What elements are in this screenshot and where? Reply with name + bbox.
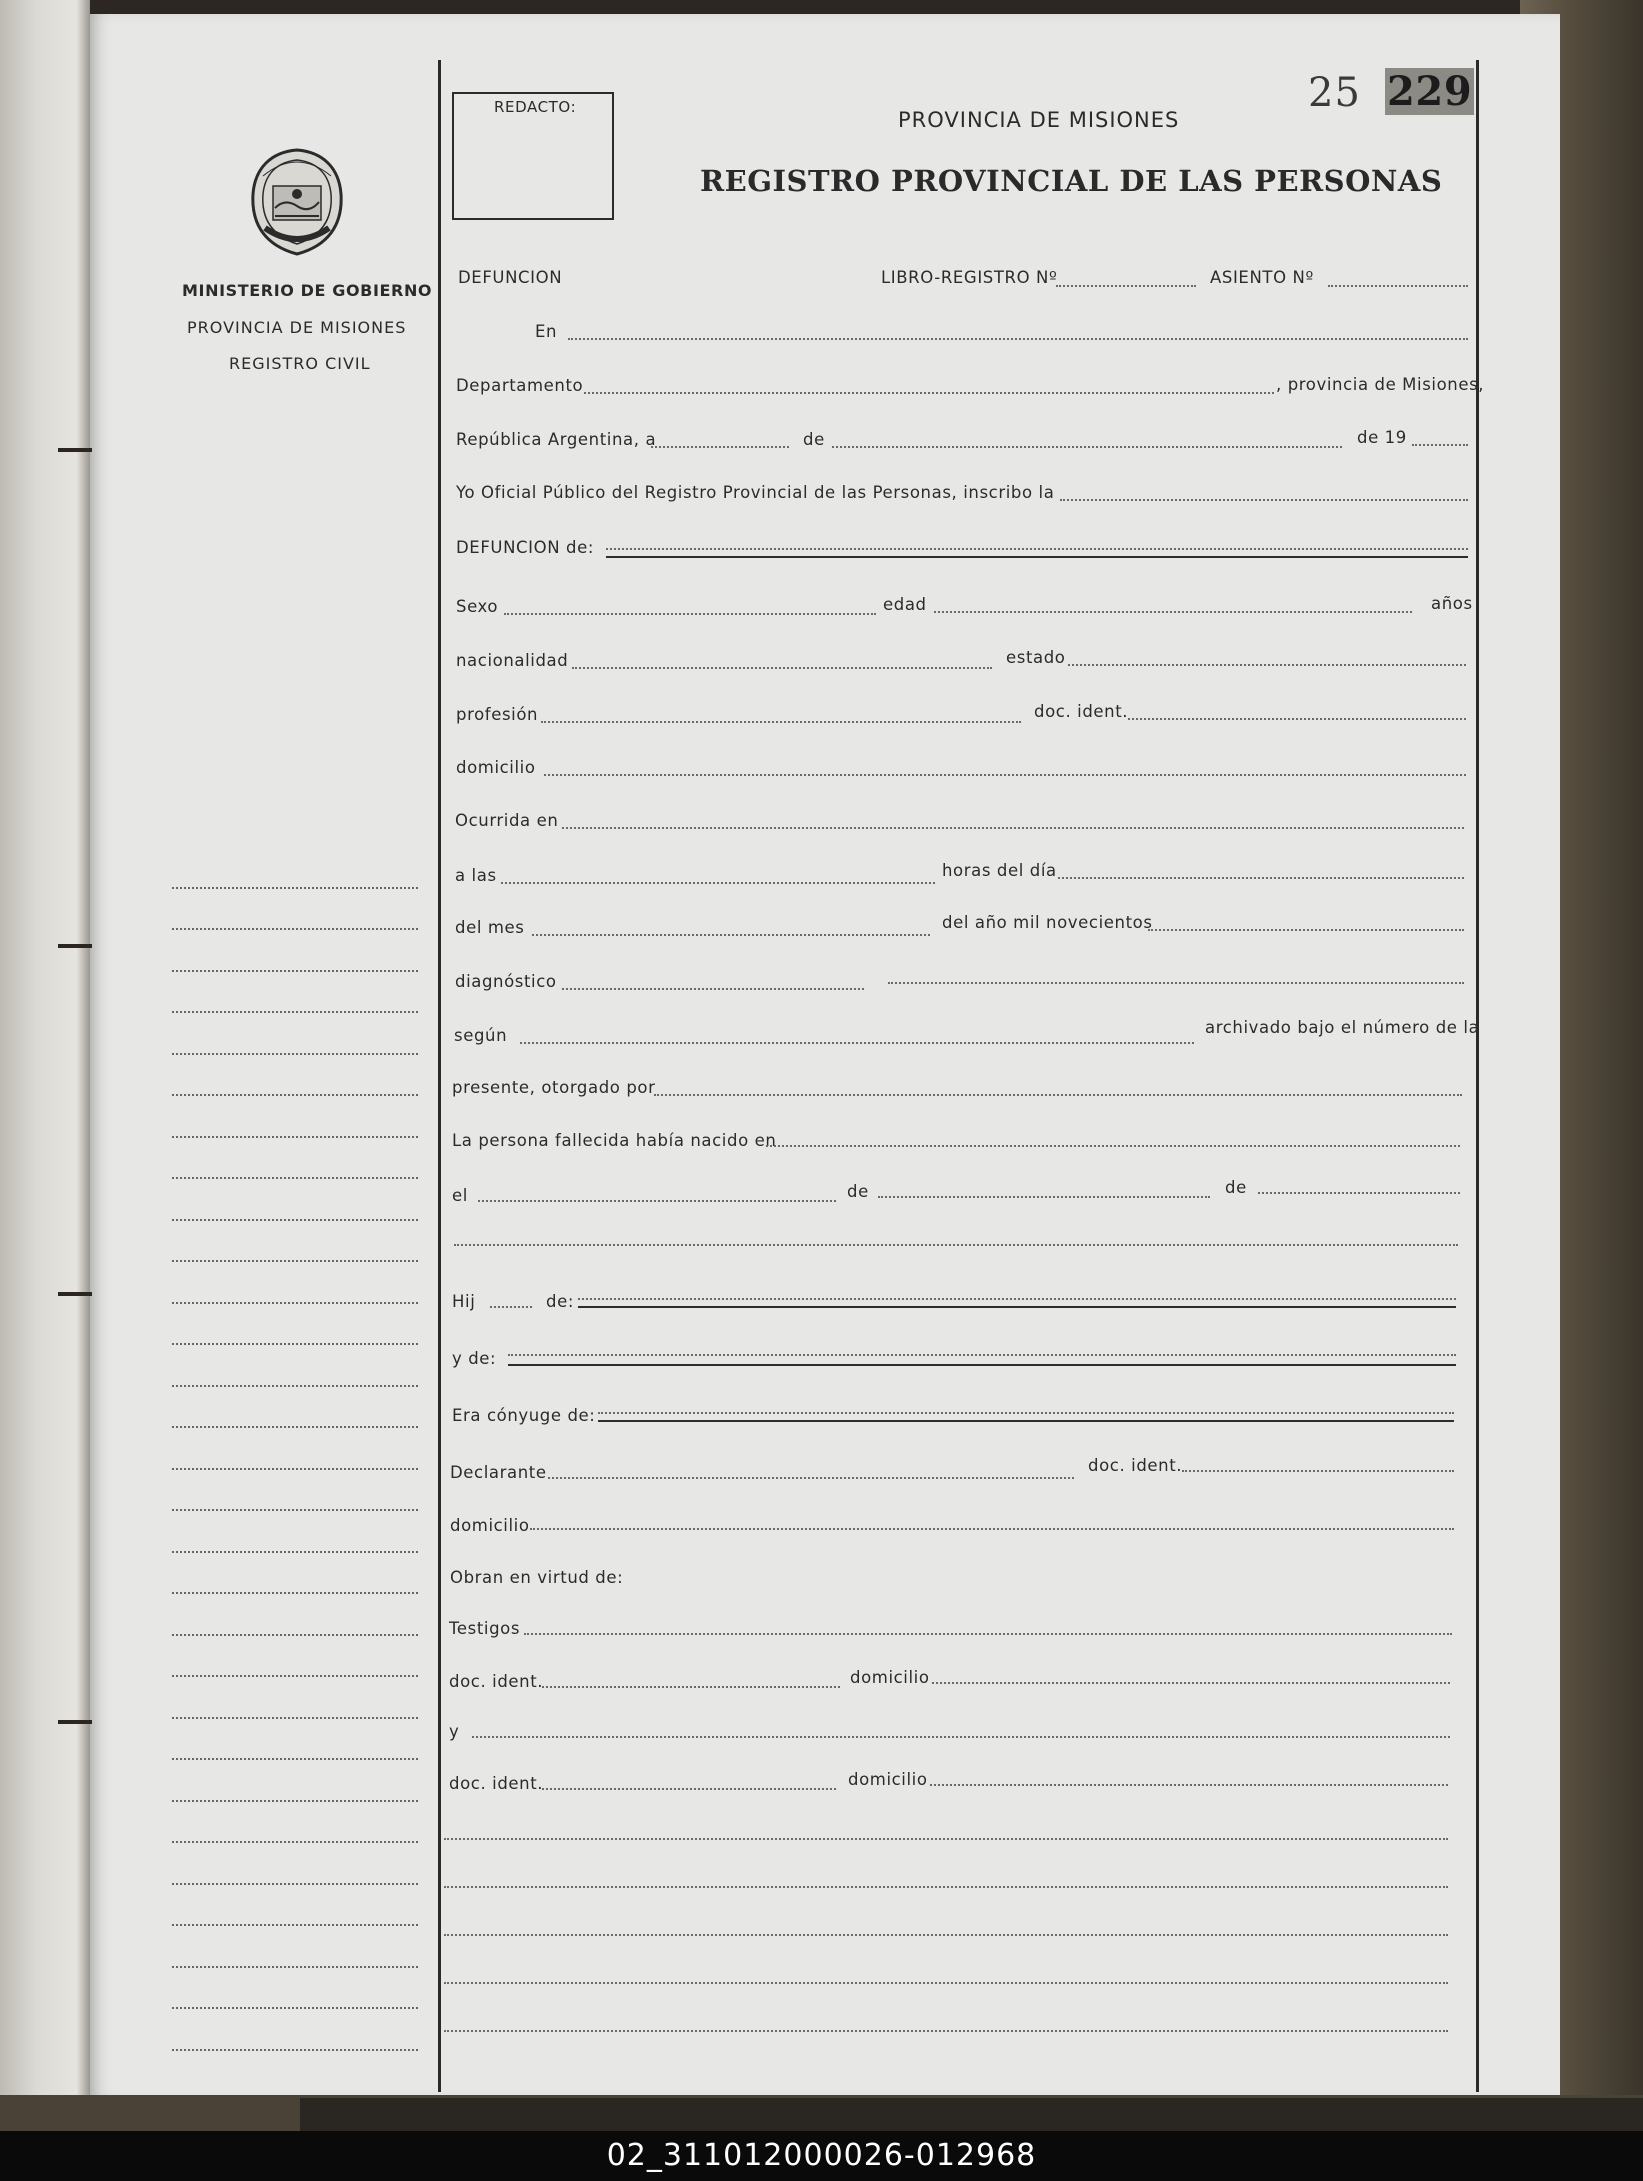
hij-de-label: de: — [546, 1292, 574, 1311]
margin-line — [172, 1966, 418, 1968]
margin-line — [172, 1343, 418, 1345]
margin-line — [172, 1717, 418, 1719]
margin-line — [172, 1385, 418, 1387]
margin-line — [172, 1011, 418, 1013]
month-field[interactable] — [832, 446, 1342, 448]
del-ano-field[interactable] — [1148, 929, 1464, 931]
image-caption: 02_311012000026-012968 — [0, 2131, 1643, 2181]
margin-line — [172, 1634, 418, 1636]
archivado-text: archivado bajo el número de la — [1205, 1018, 1480, 1037]
ocurrida-en-label: Ocurrida en — [455, 811, 559, 830]
mother-name-field[interactable] — [508, 1364, 1456, 1366]
margin-line — [172, 1094, 418, 1096]
del-mes-label: del mes — [455, 918, 525, 937]
year-field[interactable] — [1412, 444, 1468, 446]
margin-line — [172, 2049, 418, 2051]
de-19-label: de 19 — [1357, 428, 1407, 447]
ministry-registry: REGISTRO CIVIL — [229, 354, 371, 373]
margin-line — [172, 1302, 418, 1304]
page-number: 25 — [1308, 70, 1361, 116]
notes-line[interactable] — [444, 1838, 1448, 1840]
birth-month-field[interactable] — [878, 1196, 1210, 1198]
sexo-field[interactable] — [504, 613, 876, 615]
notes-line[interactable] — [444, 1886, 1448, 1888]
conyuge-name-field[interactable] — [598, 1420, 1454, 1422]
registry-title: REGISTRO PROVINCIAL DE LAS PERSONAS — [700, 164, 1443, 198]
father-name-field[interactable] — [578, 1306, 1456, 1308]
binding-hole — [58, 944, 92, 948]
a-las-label: a las — [455, 866, 497, 885]
asiento-label: ASIENTO Nº — [1210, 268, 1314, 287]
era-conyuge-label: Era cónyuge de: — [452, 1406, 596, 1425]
nacionalidad-field[interactable] — [572, 667, 992, 669]
doc-ident-field-2[interactable] — [1182, 1470, 1454, 1472]
diagnostico-field-2[interactable] — [888, 982, 1464, 984]
republica-label: República Argentina, a — [456, 430, 657, 449]
en-label: En — [535, 322, 558, 341]
binding-hole — [58, 448, 92, 452]
profesion-field[interactable] — [541, 721, 1021, 723]
edad-label: edad — [883, 595, 927, 614]
de-label-3: de — [1225, 1178, 1247, 1197]
mother-name-dotted — [508, 1354, 1456, 1356]
margin-line — [172, 1675, 418, 1677]
segun-field[interactable] — [520, 1042, 1194, 1044]
de-label-2: de — [847, 1182, 869, 1201]
horas-del-dia-field[interactable] — [1058, 877, 1464, 879]
doc-ident-label-3: doc. ident. — [449, 1672, 544, 1691]
persona-fallecida-label: La persona fallecida había nacido en — [452, 1131, 777, 1150]
redacto-label: REDACTO: — [494, 98, 577, 116]
nacionalidad-label: nacionalidad — [456, 651, 569, 670]
provincia-misiones-text: , provincia de Misiones, — [1276, 375, 1485, 394]
continuation-line[interactable] — [454, 1244, 1458, 1246]
ministry-province: PROVINCIA DE MISIONES — [187, 318, 407, 337]
y-de-label: y de: — [452, 1349, 497, 1368]
margin-line — [172, 1509, 418, 1511]
diagnostico-field[interactable] — [562, 988, 864, 990]
deceased-name-field[interactable] — [606, 556, 1468, 558]
birth-day-field[interactable] — [478, 1200, 836, 1202]
doc-ident-field-4[interactable] — [542, 1788, 836, 1790]
hij-label: Hij — [452, 1292, 476, 1311]
margin-line — [172, 1592, 418, 1594]
defuncion-de-label: DEFUNCION de: — [456, 538, 594, 557]
asiento-field[interactable] — [1328, 285, 1468, 287]
defuncion-label: DEFUNCION — [458, 268, 563, 287]
sexo-label: Sexo — [456, 597, 499, 616]
declarante-label: Declarante — [450, 1463, 547, 1482]
form-right-border — [1476, 60, 1479, 2092]
en-field[interactable] — [568, 338, 1468, 340]
margin-line — [172, 1177, 418, 1179]
day-field[interactable] — [651, 446, 789, 448]
inscribo-field[interactable] — [1060, 499, 1468, 501]
profesion-label: profesión — [456, 705, 539, 724]
margin-line — [172, 1841, 418, 1843]
el-label: el — [452, 1186, 468, 1205]
del-mes-field[interactable] — [532, 934, 930, 936]
hij-suffix-field[interactable] — [490, 1306, 532, 1308]
table-surface — [300, 2098, 1643, 2131]
domicilio-label-2: domicilio — [450, 1516, 530, 1535]
domicilio-label-1: domicilio — [456, 758, 536, 777]
departamento-label: Departamento — [456, 376, 584, 395]
y-label: y — [449, 1722, 460, 1741]
anos-label: años — [1431, 594, 1473, 613]
conyuge-name-dotted — [598, 1412, 1454, 1414]
margin-line — [172, 1924, 418, 1926]
departamento-field[interactable] — [584, 392, 1274, 394]
previous-page-edge — [0, 0, 90, 2095]
obran-label: Obran en virtud de: — [450, 1568, 624, 1587]
diagnostico-label: diagnóstico — [455, 972, 557, 991]
libro-registro-field[interactable] — [1056, 285, 1196, 287]
otorgado-por-field[interactable] — [654, 1094, 1462, 1096]
testigo-2-field[interactable] — [472, 1736, 1450, 1738]
libro-registro-label: LIBRO-REGISTRO Nº — [881, 268, 1058, 287]
binding-hole — [58, 1292, 92, 1296]
provincial-seal-icon — [243, 146, 351, 258]
doc-ident-field-1[interactable] — [1128, 718, 1466, 720]
testigos-field[interactable] — [524, 1633, 1452, 1635]
notes-line[interactable] — [444, 2030, 1448, 2032]
margin-line — [172, 887, 418, 889]
page-number-overprint: 229 — [1387, 68, 1473, 115]
segun-label: según — [454, 1026, 508, 1045]
a-las-field[interactable] — [501, 882, 935, 884]
lugar-nacimiento-field[interactable] — [766, 1145, 1460, 1147]
margin-line — [172, 928, 418, 930]
doc-ident-field-3[interactable] — [542, 1686, 840, 1688]
domicilio-field-2[interactable] — [530, 1528, 1454, 1530]
binding-hole — [58, 1720, 92, 1724]
margin-line — [172, 1758, 418, 1760]
margin-line — [172, 970, 418, 972]
notes-line[interactable] — [444, 1982, 1448, 1984]
de-label-1: de — [803, 430, 825, 449]
notes-line[interactable] — [444, 1934, 1448, 1936]
edad-field[interactable] — [934, 611, 1412, 613]
province-header: PROVINCIA DE MISIONES — [898, 108, 1180, 132]
domicilio-field-3[interactable] — [932, 1682, 1450, 1684]
margin-line — [172, 1260, 418, 1262]
ministry-name: MINISTERIO DE GOBIERNO — [182, 281, 433, 300]
margin-line — [172, 1551, 418, 1553]
estado-label: estado — [1006, 648, 1066, 667]
birth-year-field[interactable] — [1258, 1192, 1460, 1194]
estado-field[interactable] — [1068, 664, 1466, 666]
doc-ident-label-1: doc. ident. — [1034, 702, 1129, 721]
testigos-label: Testigos — [449, 1619, 521, 1638]
margin-line — [172, 1426, 418, 1428]
margin-line — [172, 1053, 418, 1055]
doc-ident-label-4: doc. ident. — [449, 1774, 544, 1793]
horas-del-dia-label: horas del día — [942, 861, 1057, 880]
presente-otorgado-label: presente, otorgado por — [452, 1078, 656, 1097]
yo-oficial-text: Yo Oficial Público del Registro Provincial de las Personas, inscribo la — [456, 483, 1055, 502]
domicilio-label-3: domicilio — [850, 1668, 930, 1687]
margin-line — [172, 1883, 418, 1885]
form-left-border — [438, 60, 441, 2092]
doc-ident-label-2: doc. ident. — [1088, 1456, 1183, 1475]
declarante-field[interactable] — [548, 1477, 1074, 1479]
margin-line — [172, 1800, 418, 1802]
father-name-dotted — [578, 1298, 1456, 1300]
ocurrida-en-field[interactable] — [562, 827, 1464, 829]
del-ano-label: del año mil novecientos — [942, 913, 1153, 932]
margin-line — [172, 2007, 418, 2009]
domicilio-label-4: domicilio — [848, 1770, 928, 1789]
margin-line — [172, 1219, 418, 1221]
domicilio-field-1[interactable] — [544, 774, 1466, 776]
margin-line — [172, 1468, 418, 1470]
deceased-name-dotted — [606, 548, 1468, 550]
domicilio-field-4[interactable] — [930, 1784, 1448, 1786]
margin-line — [172, 1136, 418, 1138]
